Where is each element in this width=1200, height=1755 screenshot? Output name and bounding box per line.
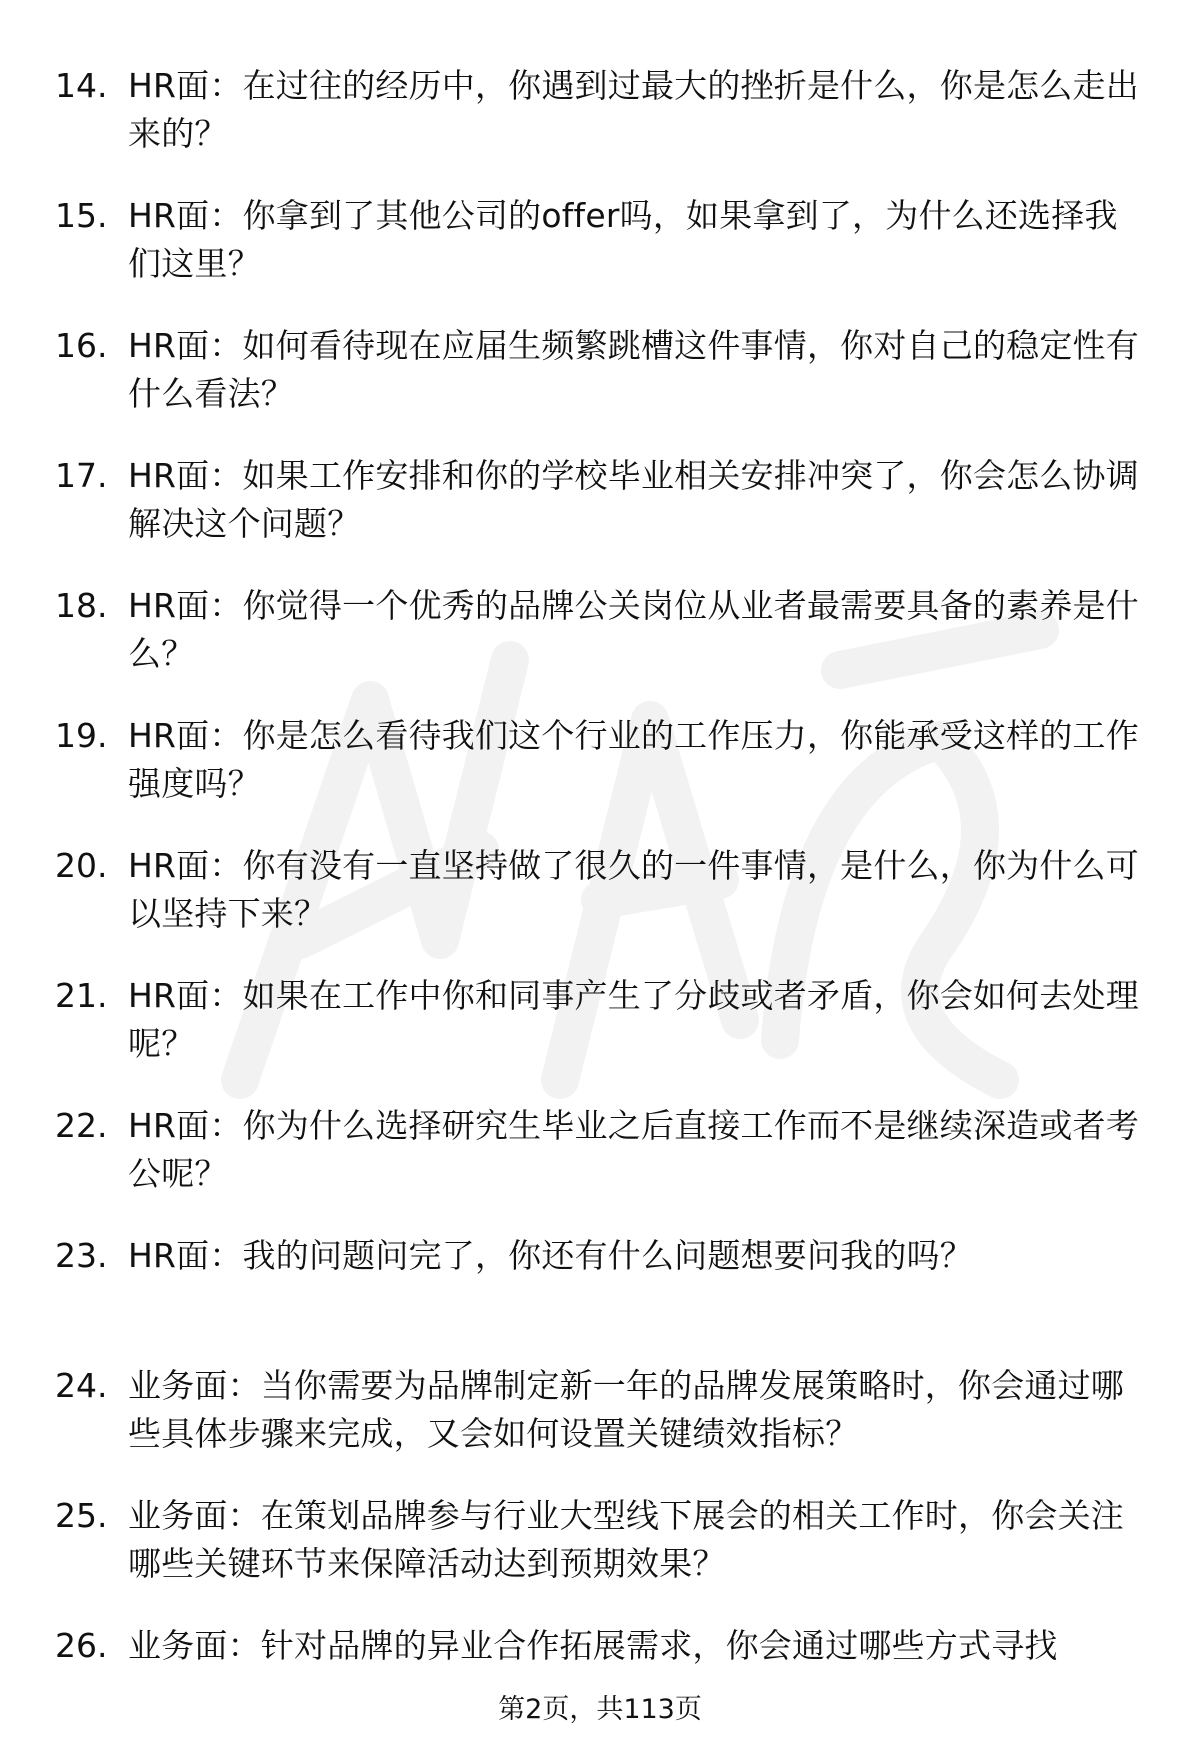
question-number: 21. (55, 976, 108, 1015)
list-item (55, 972, 1150, 1102)
question-number: 26. (55, 1626, 108, 1665)
question-text: HR面：你有没有一直坚持做了很久的一件事情，是什么，你为什么可以坚持下来？ (128, 846, 1139, 933)
list-item (55, 1362, 1150, 1492)
question-number: 22. (55, 1106, 108, 1145)
question-text: HR面：在过往的经历中，你遇到过最大的挫折是什么，你是怎么走出来的？ (128, 66, 1139, 153)
question-number: 14. (55, 66, 108, 105)
question-number: 16. (55, 326, 108, 365)
question-text: 业务面：当你需要为品牌制定新一年的品牌发展策略时，你会通过哪些具体步骤来完成，又会如何设置关键绩效指标？ (128, 1366, 1124, 1453)
list-item (55, 62, 1150, 192)
list-item (55, 1232, 1150, 1362)
question-number: 17. (55, 456, 108, 495)
list-item (55, 1492, 1150, 1622)
list-item (55, 192, 1150, 322)
question-number: 19. (55, 716, 108, 755)
question-text: HR面：如果在工作中你和同事产生了分歧或者矛盾，你会如何去处理呢？ (128, 976, 1139, 1063)
question-text: HR面：如果工作安排和你的学校毕业相关安排冲突了，你会怎么协调解决这个问题？ (128, 456, 1139, 543)
question-text: HR面：你觉得一个优秀的品牌公关岗位从业者最需要具备的素养是什么？ (128, 586, 1139, 673)
list-item (55, 1102, 1150, 1232)
list-item (55, 712, 1150, 842)
question-text: HR面：你拿到了其他公司的offer吗，如果拿到了，为什么还选择我们这里？ (128, 196, 1118, 283)
question-text: 业务面：针对品牌的异业合作拓展需求，你会通过哪些方式寻找 (128, 1626, 1058, 1665)
list-item (55, 582, 1150, 712)
list-item (55, 842, 1150, 972)
question-text: HR面：我的问题问完了，你还有什么问题想要问我的吗？ (128, 1236, 973, 1275)
question-number: 25. (55, 1496, 108, 1535)
question-number: 24. (55, 1366, 108, 1405)
question-text: HR面：你是怎么看待我们这个行业的工作压力，你能承受这样的工作强度吗？ (128, 716, 1139, 803)
question-text: 业务面：在策划品牌参与行业大型线下展会的相关工作时，你会关注哪些关键环节来保障活动达到预期效果？ (128, 1496, 1124, 1583)
list-item (55, 452, 1150, 582)
question-list (55, 62, 1150, 1752)
question-text: HR面：你为什么选择研究生毕业之后直接工作而不是继续深造或者考公呢？ (128, 1106, 1139, 1193)
list-item (55, 322, 1150, 452)
list-item (55, 1622, 1150, 1752)
question-number: 18. (55, 586, 108, 625)
question-number: 23. (55, 1236, 108, 1275)
question-number: 15. (55, 196, 108, 235)
question-text: HR面：如何看待现在应届生频繁跳槽这件事情，你对自己的稳定性有什么看法？ (128, 326, 1139, 413)
question-number: 20. (55, 846, 108, 885)
page-footer: 第2页，共113页 (498, 1694, 702, 1725)
